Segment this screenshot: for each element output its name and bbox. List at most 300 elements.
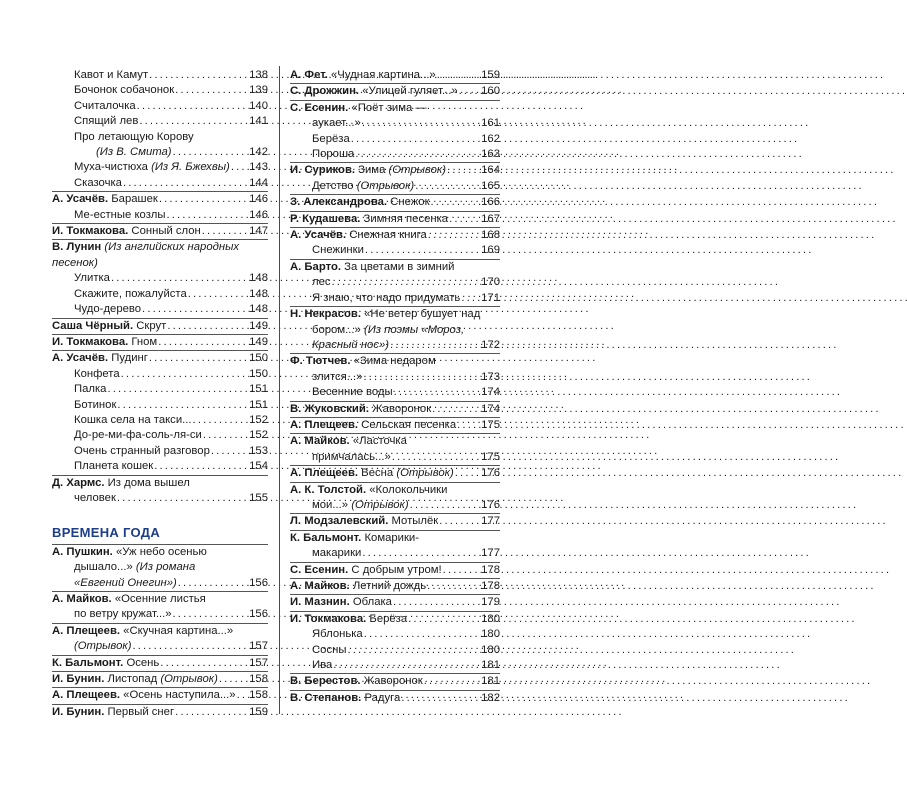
entry-title [96,145,172,160]
author-name: А. Пушкин. [52,545,113,558]
work-title: «Улицей гуляет...» [359,85,458,98]
entry-title [74,130,194,145]
work-title: (Из английских народных [104,241,240,254]
toc-entry[interactable] [290,68,500,83]
toc-entry[interactable] [290,611,500,627]
entry-title [290,260,454,275]
toc-line [290,658,500,673]
work-title: Палка [74,383,107,396]
entry-title [52,545,207,560]
toc-line [52,351,268,366]
toc-line [52,83,268,98]
author-name: В. Жуковский. [290,402,369,415]
toc-entry[interactable] [52,623,268,655]
entry-title [52,335,157,350]
page-number: 146 [249,208,268,221]
toc-line [52,224,268,239]
work-title: Я знаю, что надо придумать [312,291,461,304]
page-number: 180 [481,628,500,641]
work-title: дышало...» [74,561,136,574]
leader-dots [149,351,247,366]
toc-entry[interactable] [290,673,500,689]
toc-line [52,130,268,145]
leader-dots [362,546,479,561]
work-title: примчалась...» [312,450,391,463]
page-number: 148 [249,287,268,300]
work-title: Муха-чистюха [74,161,152,174]
toc-entry[interactable] [290,259,500,291]
page-number: 181 [481,659,500,672]
toc-entry[interactable] [290,627,500,642]
toc-entry[interactable] [52,208,268,223]
toc-entry[interactable] [290,147,500,162]
toc-line [290,531,500,546]
entry-title [290,612,407,627]
toc-right-column [290,68,500,706]
leader-dots [121,367,247,382]
toc-entry[interactable] [290,578,500,594]
toc-entry[interactable] [52,398,268,413]
leader-dots [123,176,247,191]
work-title: Планета кошек [74,460,154,473]
toc-entry[interactable] [290,227,500,243]
author-name: А. Барто. [290,260,342,273]
work-title: Чудо-дерево [74,303,142,316]
page-number: 178 [481,580,500,592]
leader-dots [111,271,247,286]
author-name: А. Плещеев. [290,418,359,431]
author-name: А. К. Толстой. [290,483,367,496]
work-title: Облака [349,596,392,609]
leader-dots [362,116,479,131]
toc-line [52,319,268,334]
entry-title [290,68,436,83]
leader-dots [219,672,247,687]
leader-dots [332,275,479,290]
entry-title [74,176,122,191]
entry-title [52,688,236,703]
toc-entry[interactable] [52,444,268,459]
work-title: Осень [123,656,160,669]
toc-entry[interactable] [52,160,268,175]
entry-title [290,691,400,706]
work-title: «Осень наступила...» [120,689,236,702]
toc-line [290,116,500,131]
entry-title [312,291,460,306]
work-title: Снежная книга [346,229,427,242]
work-title: Яблонька [312,628,363,641]
work-title: аукает...» [312,117,361,130]
work-title: мои...» [312,498,352,511]
page-number: 158 [249,673,268,686]
toc-entry[interactable] [52,350,268,366]
leader-dots [427,579,479,594]
entry-title [290,563,442,578]
toc-entry[interactable] [290,211,500,227]
toc-entry[interactable] [290,530,500,562]
toc-line [52,382,268,397]
page-number: 144 [249,176,268,189]
leader-dots [415,179,479,194]
page-number: 141 [249,115,268,128]
author-name: Ф. Тютчев. [290,355,351,368]
author-name: А. Плещеев. [290,467,359,480]
work-title: Жаворонок [360,675,423,688]
author-name: С. Есенин. [290,101,349,114]
entry-title [312,370,362,385]
page-number: 154 [249,460,268,473]
entry-title [312,323,464,338]
page-number: 178 [481,563,500,576]
toc-line [290,307,500,322]
work-title: Пудинг [108,352,148,365]
entry-title [312,658,332,673]
toc-entry[interactable] [52,271,268,286]
leader-dots [159,192,247,207]
work-title: Сосны [312,643,347,656]
toc-entry[interactable] [52,671,268,687]
toc-line [52,271,268,286]
toc-entry[interactable] [52,318,268,334]
entry-title [52,240,239,255]
leader-dots [432,402,479,417]
toc-entry[interactable] [290,83,500,99]
toc-entry[interactable] [290,179,500,194]
entry-title [290,579,426,594]
toc-line [52,576,268,591]
toc-line [290,612,500,627]
leader-dots [459,84,479,99]
entry-title [312,275,331,290]
work-title: «Чудная картина...» [327,69,436,81]
author-name: И. Токмакова. [52,335,129,348]
toc-entry[interactable] [52,428,268,443]
toc-entry[interactable] [290,194,500,210]
entry-title [290,674,423,689]
work-title: Спящий лев [74,115,139,128]
author-name: И. Бунин. [52,673,105,686]
page-number: 179 [481,596,500,609]
toc-entry[interactable] [290,243,500,258]
page-number: 175 [481,450,500,463]
toc-left-column [52,68,268,720]
entry-title [74,382,106,397]
work-title: «Поёт зима — [348,101,427,114]
toc-line [290,84,500,99]
entry-title [74,607,172,622]
leader-dots [408,612,479,627]
toc-line [290,354,500,369]
work-title: (Из Я. Бжехвы) [151,161,230,174]
toc-line [52,192,268,207]
author-name: А. Фет. [290,69,328,81]
page-number: 150 [249,367,268,380]
entry-title [74,99,136,114]
toc-entry[interactable] [52,83,268,98]
page-number: 174 [481,402,500,415]
leader-dots [392,450,479,465]
work-title: Считалочка [74,99,136,112]
author-name: И. Токмакова. [290,612,367,625]
work-title: Жаворонок [368,402,432,415]
entry-title [52,592,206,607]
toc-line [290,627,500,642]
work-title: Про летающую Корову [74,130,194,143]
toc-line [290,643,500,658]
toc-entry[interactable] [52,687,268,703]
column-divider [279,66,280,714]
author-name: И. Бунин. [52,705,105,718]
entry-title [290,84,458,99]
page-number: 148 [249,272,268,285]
toc-entry[interactable] [290,594,500,610]
toc-line [290,68,500,83]
toc-entry[interactable] [290,132,500,147]
work-title: За цветами в зимний [341,260,455,273]
work-title: До-ре-ми-фа-соль-ля-си [74,429,202,442]
toc-entry[interactable] [52,459,268,474]
toc-line [52,240,268,255]
work-title: Ме-естные козлы [74,208,166,221]
leader-dots [394,385,479,400]
leader-dots [365,243,479,258]
toc-entry[interactable] [52,655,268,671]
toc-entry[interactable] [52,334,268,350]
leader-dots [137,99,247,114]
work-title: Пороша [312,148,355,161]
entry-title [312,498,409,513]
author-name: З. Александрова. [290,196,388,209]
work-title: «Зима недаром [350,355,436,368]
page-number: 139 [249,84,268,97]
toc-entry[interactable] [290,291,500,306]
leader-dots [237,688,247,703]
toc-entry[interactable] [52,191,268,207]
toc-line [290,338,500,353]
leader-dots [203,428,247,443]
work-title: Гном [128,335,158,348]
toc-line [290,195,500,210]
page-number: 149 [249,335,268,348]
work-title: по ветру кружат...» [74,608,172,621]
toc-line [290,132,500,147]
entry-title [312,116,361,131]
leader-dots [167,319,247,334]
entry-title [74,398,116,413]
entry-title [290,228,427,243]
entry-title [74,491,116,506]
toc-line [290,228,500,243]
toc-line [52,656,268,671]
entry-title [52,192,158,207]
toc-line [290,291,500,306]
work-title: бором...» [312,323,364,336]
leader-dots [154,459,247,474]
toc-entry[interactable] [52,176,268,191]
toc-line [290,418,500,433]
page-number: 146 [249,193,268,206]
toc-line [52,68,268,83]
toc-line [52,160,268,175]
page-number: 162 [481,132,500,145]
leader-dots [447,163,479,178]
toc-entry[interactable] [290,353,500,385]
leader-dots [173,145,247,160]
toc-line [52,688,268,703]
page-number: 163 [481,148,500,161]
work-title: «Не ветер бушует над [360,308,481,321]
toc-line [290,275,500,290]
toc-line [52,592,268,607]
leader-dots [364,627,479,642]
author-name: Н. Некрасов. [290,308,361,321]
toc-entry[interactable] [290,643,500,658]
entry-title [290,483,447,498]
toc-line [290,385,500,400]
entry-title [52,705,174,720]
work-title: (Отрывок) [74,640,132,653]
work-title: (Из поэмы «Мороз, [363,323,465,336]
toc-line [290,466,500,481]
entry-title [52,351,148,366]
entry-title [74,428,202,443]
page-number: 152 [249,413,268,426]
leader-dots [449,212,479,227]
leader-dots [166,208,247,223]
leader-dots [231,160,247,175]
toc-entry[interactable] [290,658,500,673]
toc-entry[interactable] [52,287,268,302]
toc-entry[interactable] [52,99,268,114]
toc-entry[interactable] [290,100,500,132]
leader-dots [175,705,247,720]
toc-line [290,483,500,498]
author-name: А. Усачёв. [52,193,109,206]
toc-entry[interactable] [290,465,500,481]
page-number: 170 [481,276,500,289]
toc-entry[interactable] [290,162,500,178]
toc-entry[interactable] [290,433,500,465]
toc-entry[interactable] [290,401,500,417]
toc-entry[interactable] [52,223,268,239]
page-number: 153 [249,444,268,457]
work-title: (Отрывок) [396,467,454,480]
toc-entry[interactable] [290,690,500,706]
entry-title [74,287,187,302]
entry-title [290,402,431,417]
toc-line [290,402,500,417]
toc-line [52,367,268,382]
page-number: 161 [481,117,500,130]
author-name: Саша Чёрный. [52,319,134,332]
toc-line [52,639,268,654]
work-title: Скажите, пожалуйста [74,287,187,300]
page-number: 167 [481,212,500,225]
page-number: 176 [481,498,500,511]
toc-entry[interactable] [290,417,500,433]
page-number: 155 [249,491,268,504]
toc-line [52,114,268,129]
toc-entry[interactable] [52,68,268,83]
toc-line [52,672,268,687]
toc-entry[interactable] [52,544,268,591]
work-title: песенок) [52,256,98,269]
toc-line [52,545,268,560]
toc-entry[interactable] [290,385,500,400]
work-title: «Евгений Онегин») [74,576,177,589]
entry-title [312,179,414,194]
toc-entry[interactable] [52,130,268,161]
work-title: Красный нос») [312,338,390,351]
toc-entry[interactable] [52,382,268,397]
toc-entry[interactable] [52,704,268,720]
page-number: 180 [481,643,500,656]
entry-title [312,147,354,162]
page-number: 138 [249,69,268,81]
toc-entry[interactable] [52,302,268,317]
toc-entry[interactable] [52,591,268,623]
page-number: 151 [249,398,268,411]
page-number: 171 [481,291,500,304]
author-name: Д. Хармс. [52,476,105,489]
entry-title [74,68,148,83]
work-title: Комарики- [361,531,419,544]
work-title: Барашек [108,193,158,206]
work-title: Снежинки [312,244,364,257]
toc-entry[interactable] [290,513,500,529]
work-title: Кавот и Камут [74,69,149,81]
leader-dots [202,224,247,239]
entry-title [74,114,138,129]
toc-entry[interactable] [290,562,500,578]
entry-title [290,307,480,322]
entry-title [74,560,195,575]
leader-dots [390,338,479,353]
work-title: Листопад [104,673,161,686]
author-name: В. Берестов. [290,675,361,688]
author-name: И. Мазнин. [290,596,350,609]
work-title: Ботинок [74,398,117,411]
toc-entry[interactable] [290,482,500,514]
toc-entry[interactable] [52,475,268,507]
toc-entry[interactable] [290,306,500,353]
leader-dots [410,498,479,513]
work-title: (Из романа [135,561,196,574]
entry-title [290,434,407,449]
work-title: Из дома вышел [104,476,190,489]
leader-dots [355,147,479,162]
author-name: И. Токмакова. [52,225,129,238]
page-number: 142 [249,146,268,159]
toc-entry[interactable] [52,367,268,382]
toc-line [52,413,268,428]
work-title: Берёза [312,132,350,145]
leader-dots [139,114,247,129]
leader-dots [117,398,247,413]
toc-entry[interactable] [52,239,268,271]
toc-entry[interactable] [52,114,268,129]
toc-entry[interactable] [52,413,268,428]
page-number: 156 [249,608,268,621]
entry-title [290,101,427,116]
work-title: Конфета [74,367,120,380]
toc-line [52,335,268,350]
page-number: 169 [481,244,500,257]
entry-title [290,514,438,529]
page-number: 157 [249,656,268,669]
work-title: Детство [312,179,357,192]
toc-line [52,428,268,443]
